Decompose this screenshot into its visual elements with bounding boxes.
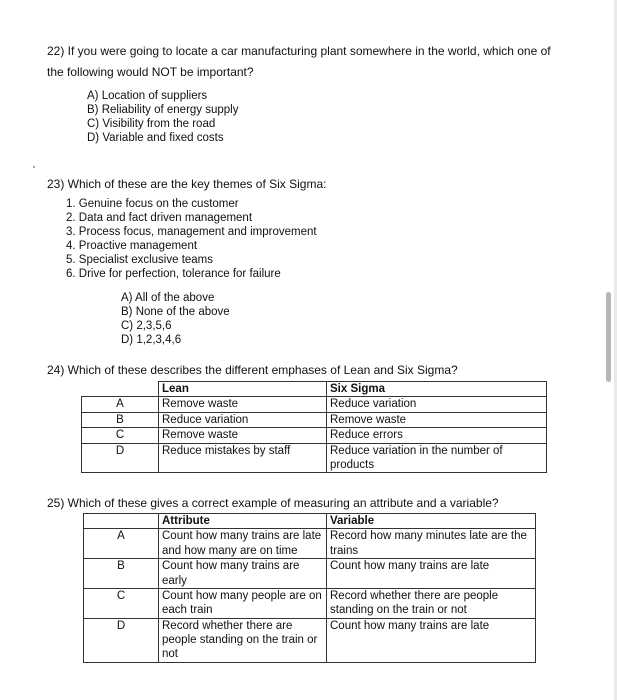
q23-options (121, 291, 230, 347)
q22-question-line2: the following would NOT be important? (47, 65, 254, 79)
q23-option-d[interactable]: D) 1,2,3,4,6 (121, 334, 182, 346)
q23-theme-1: 1. Genuine focus on the customer (66, 198, 239, 210)
table-row[interactable] (84, 618, 536, 662)
q25-cell-attribute: Count how many trains are early (159, 559, 327, 589)
table-row[interactable] (84, 588, 536, 618)
q24-cell-lean: Reduce variation (159, 412, 327, 427)
q22-question (47, 44, 577, 80)
table-row[interactable] (82, 397, 547, 412)
q24-cell-six-sigma: Reduce variation (327, 397, 547, 412)
q25-question: 25) Which of these gives a correct example of measuring an attribute and a variable? (47, 496, 499, 510)
q24-row-letter: A (82, 397, 159, 412)
q25-header-blank (84, 514, 159, 529)
q23-theme-4: 4. Proactive management (66, 240, 198, 252)
q24-row-letter: D (82, 443, 159, 473)
q25-header-row (84, 514, 536, 529)
q23-theme-3: 3. Process focus, management and improvement (66, 226, 317, 238)
q25-row-letter: D (84, 618, 159, 662)
q24-header-blank (82, 382, 159, 397)
q22-question-line1: 22) If you were going to locate a car manufacturing plant somewhere in the world, which one of (47, 44, 551, 58)
q24-header-lean: Lean (159, 382, 327, 397)
q23-themes (66, 197, 317, 281)
q24-cell-six-sigma: Reduce errors (327, 428, 547, 443)
q24-header-six-sigma: Six Sigma (327, 382, 547, 397)
q25-header-variable: Variable (327, 514, 536, 529)
q23-option-a[interactable]: A) All of the above (121, 292, 215, 304)
q24-cell-six-sigma: Remove waste (327, 412, 547, 427)
q22-option-a[interactable]: A) Location of suppliers (87, 90, 208, 102)
q25-row-letter: A (84, 529, 159, 559)
table-row[interactable] (84, 559, 536, 589)
speck (33, 166, 35, 168)
q25-cell-attribute: Count how many trains are late and how many are on time (159, 529, 327, 559)
table-row[interactable] (82, 412, 547, 427)
q23-question: 23) Which of these are the key themes of Six Sigma: (47, 177, 327, 191)
q25-cell-variable: Count how many trains are late (327, 559, 536, 589)
q25-cell-attribute: Count how many people are on each train (159, 588, 327, 618)
q23-option-c[interactable]: C) 2,3,5,6 (121, 320, 172, 332)
q24-table (81, 381, 547, 473)
q25-cell-variable: Record whether there are people standing on the train or not (327, 588, 536, 618)
q25-cell-variable: Count how many trains are late (327, 618, 536, 662)
q22-options (87, 89, 239, 145)
q22-option-d[interactable]: D) Variable and fixed costs (87, 132, 224, 144)
q25-row-letter: C (84, 588, 159, 618)
q24-cell-lean: Remove waste (159, 428, 327, 443)
q25-cell-attribute: Record whether there are people standing on the train or not (159, 618, 327, 662)
q24-cell-lean: Reduce mistakes by staff (159, 443, 327, 473)
q22-option-c[interactable]: C) Visibility from the road (87, 118, 216, 130)
q24-cell-lean: Remove waste (159, 397, 327, 412)
q23-theme-6: 6. Drive for perfection, tolerance for failure (66, 268, 281, 280)
q24-cell-six-sigma: Reduce variation in the number of products (327, 443, 547, 473)
q25-row-letter: B (84, 559, 159, 589)
q23-theme-5: 5. Specialist exclusive teams (66, 254, 214, 266)
q23-theme-2: 2. Data and fact driven management (66, 212, 253, 224)
q22-option-b[interactable]: B) Reliability of energy supply (87, 104, 239, 116)
q24-header-row (82, 382, 547, 397)
q24-question: 24) Which of these describes the different emphases of Lean and Six Sigma? (47, 363, 458, 377)
q24-row-letter: B (82, 412, 159, 427)
q25-header-attribute: Attribute (159, 514, 327, 529)
q23-option-b[interactable]: B) None of the above (121, 306, 230, 318)
scrollbar-thumb[interactable] (606, 292, 611, 382)
q24-row-letter: C (82, 428, 159, 443)
table-row[interactable] (84, 529, 536, 559)
q25-table (83, 513, 536, 663)
q25-cell-variable: Record how many minutes late are the trains (327, 529, 536, 559)
table-row[interactable] (82, 428, 547, 443)
table-row[interactable] (82, 443, 547, 473)
